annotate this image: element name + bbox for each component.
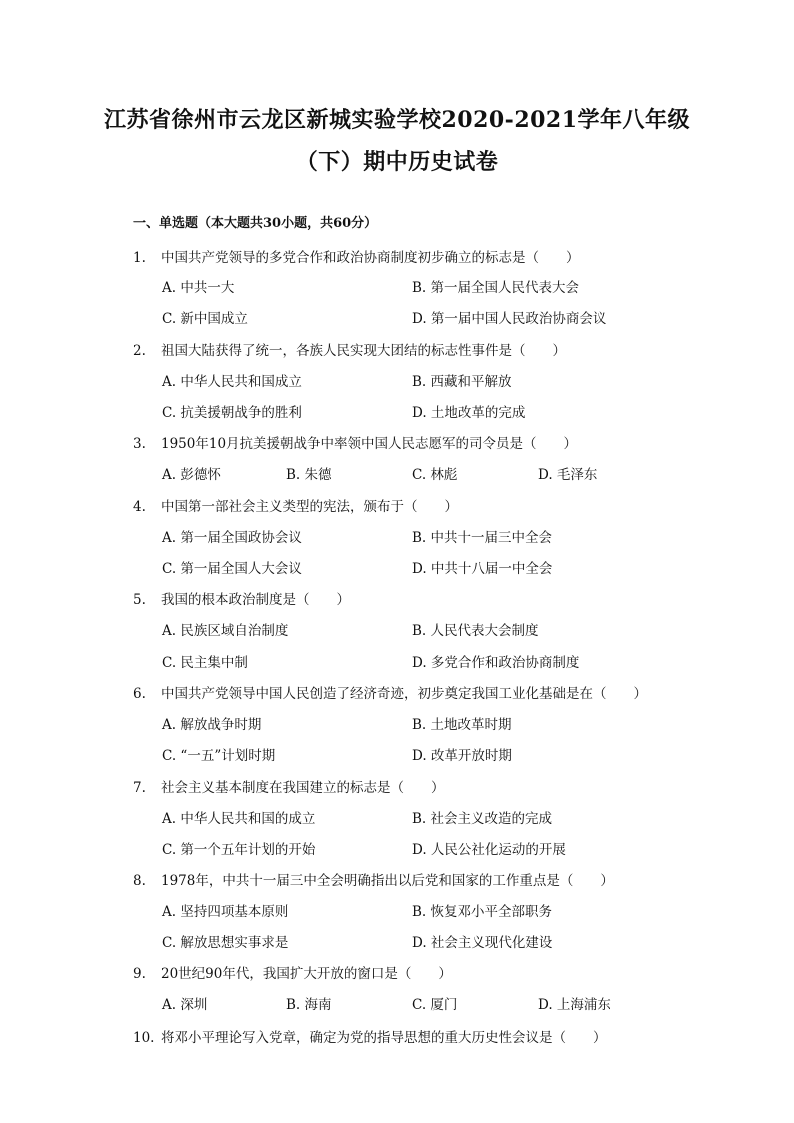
- q2-option-c[interactable]: C. 抗美援朝战争的胜利: [162, 405, 302, 421]
- q8-option-b[interactable]: B. 恢复邓小平全部职务: [412, 904, 553, 920]
- question-number: 2.: [133, 343, 146, 359]
- question-number: 6.: [133, 686, 146, 702]
- question-number: 3.: [133, 436, 146, 452]
- question-10: [133, 1026, 693, 1046]
- question-1: [133, 246, 693, 266]
- q7-option-b[interactable]: B. 社会主义改造的完成: [412, 811, 553, 827]
- q2-option-d[interactable]: D. 土地改革的完成: [412, 405, 526, 421]
- exam-title-line-1: 江苏省徐州市云龙区新城实验学校2020-2021学年八年级: [103, 107, 691, 133]
- q9-option-a[interactable]: A. 深圳: [162, 997, 208, 1013]
- question-text: 祖国大陆获得了统一，各族人民实现大团结的标志性事件是（ ）: [161, 343, 566, 359]
- q1-option-b[interactable]: B. 第一届全国人民代表大会: [412, 280, 580, 296]
- q5-option-c[interactable]: C. 民主集中制: [162, 655, 248, 671]
- q1-option-a[interactable]: A. 中共一大: [162, 280, 235, 296]
- question-text: 将邓小平理论写入党章，确定为党的指导思想的重大历史性会议是（ ）: [161, 1030, 607, 1046]
- question-4: [133, 495, 693, 515]
- q7-option-a[interactable]: A. 中华人民共和国的成立: [162, 811, 316, 827]
- q7-option-d[interactable]: D. 人民公社化运动的开展: [412, 842, 566, 858]
- question-number: 1.: [133, 250, 146, 266]
- question-number: 10.: [133, 1030, 155, 1046]
- q5-option-d[interactable]: D. 多党合作和政治协商制度: [412, 655, 580, 671]
- question-3: [133, 432, 693, 452]
- q8-option-d[interactable]: D. 社会主义现代化建设: [412, 935, 553, 951]
- section-heading: 一、单选题（本大题共30小题，共60分）: [133, 216, 378, 231]
- question-text: 中国共产党领导的多党合作和政治协商制度初步确立的标志是（ ）: [161, 250, 580, 266]
- q1-option-d[interactable]: D. 第一届中国人民政治协商会议: [412, 311, 607, 327]
- q9-option-d[interactable]: D. 上海浦东: [538, 997, 611, 1013]
- exam-title-line-2: （下）期中历史试卷: [295, 149, 499, 175]
- q8-option-c[interactable]: C. 解放思想实事求是: [162, 935, 289, 951]
- q6-option-c[interactable]: C. “一五”计划时期: [162, 748, 276, 764]
- question-number: 9.: [133, 966, 146, 982]
- q2-option-a[interactable]: A. 中华人民共和国成立: [162, 374, 302, 390]
- q2-option-b[interactable]: B. 西藏和平解放: [412, 374, 512, 390]
- q9-option-c[interactable]: C. 厦门: [412, 997, 458, 1013]
- q3-option-d[interactable]: D. 毛泽东: [538, 467, 598, 483]
- q4-option-b[interactable]: B. 中共十一届三中全会: [412, 530, 553, 546]
- q9-option-b[interactable]: B. 海南: [286, 997, 332, 1013]
- question-text: 社会主义基本制度在我国建立的标志是（ ）: [161, 780, 445, 796]
- question-7: [133, 776, 693, 796]
- question-number: 4.: [133, 499, 146, 515]
- q3-option-a[interactable]: A. 彭德怀: [162, 467, 221, 483]
- question-8: [133, 869, 693, 889]
- question-number: 5.: [133, 592, 146, 608]
- q3-option-c[interactable]: C. 林彪: [412, 467, 458, 483]
- q4-option-c[interactable]: C. 第一届全国人大会议: [162, 561, 302, 577]
- q6-option-d[interactable]: D. 改革开放时期: [412, 748, 512, 764]
- question-9: [133, 962, 693, 982]
- question-text: 中国共产党领导中国人民创造了经济奇迹，初步奠定我国工业化基础是在（ ）: [161, 686, 647, 702]
- question-text: 中国第一部社会主义类型的宪法，颁布于（ ）: [161, 499, 458, 515]
- q5-option-a[interactable]: A. 民族区域自治制度: [162, 623, 289, 639]
- q1-option-c[interactable]: C. 新中国成立: [162, 311, 248, 327]
- question-5: [133, 588, 693, 608]
- question-number: 7.: [133, 780, 146, 796]
- q4-option-a[interactable]: A. 第一届全国政协会议: [162, 530, 302, 546]
- question-text: 1978年，中共十一届三中全会明确指出以后党和国家的工作重点是（ ）: [161, 873, 614, 889]
- question-number: 8.: [133, 873, 146, 889]
- question-text: 我国的根本政治制度是（ ）: [161, 592, 350, 608]
- question-2: [133, 339, 693, 359]
- q6-option-a[interactable]: A. 解放战争时期: [162, 717, 262, 733]
- q8-option-a[interactable]: A. 坚持四项基本原则: [162, 904, 289, 920]
- q6-option-b[interactable]: B. 土地改革时期: [412, 717, 512, 733]
- q5-option-b[interactable]: B. 人民代表大会制度: [412, 623, 539, 639]
- question-text: 1950年10月抗美援朝战争中率领中国人民志愿军的司令员是（ ）: [161, 436, 578, 452]
- q7-option-c[interactable]: C. 第一个五年计划的开始: [162, 842, 316, 858]
- q4-option-d[interactable]: D. 中共十八届一中全会: [412, 561, 553, 577]
- q3-option-b[interactable]: B. 朱德: [286, 467, 332, 483]
- question-6: [133, 682, 693, 702]
- question-text: 20世纪90年代，我国扩大开放的窗口是（ ）: [161, 966, 452, 982]
